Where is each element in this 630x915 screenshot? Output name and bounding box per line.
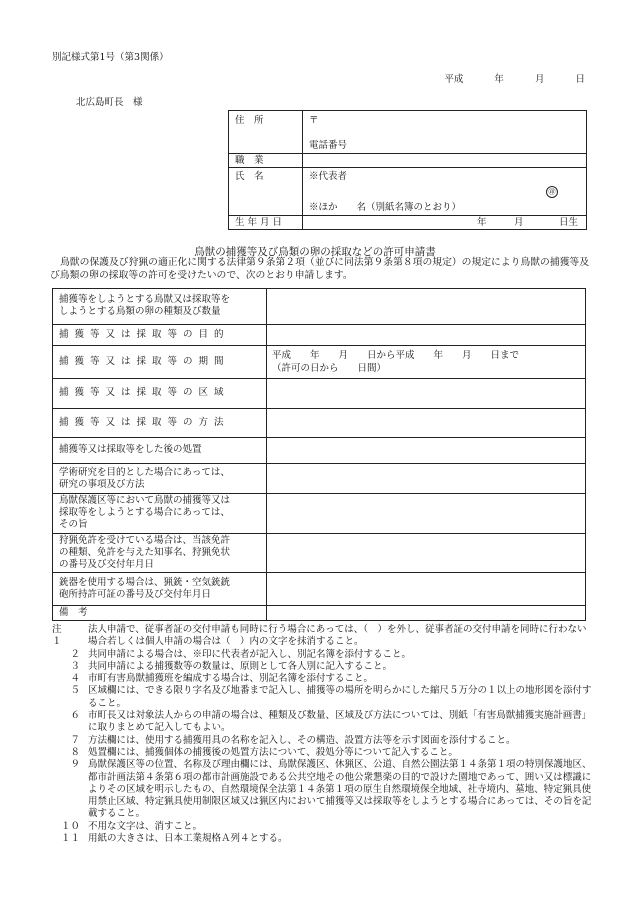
birth-month: 月 bbox=[514, 217, 524, 228]
row-license-label: 狩猟免許を受けている場合は、当該免許 の種類、免許を与えた知事名、狩猟免状 の番号及び交付年月日 bbox=[59, 535, 231, 570]
birth-label: 生年月日 bbox=[235, 217, 286, 228]
note-item: ９ 鳥獣保護区等の位置、名称及び理由欄には、鳥獣保護区、休猟区、公道、自然公園法第１４条第１項の特別保護地区、都市計画法第４条第６項の都市計画施設である公共空地その他公衆懇楽の目的で設けた園地であって、囲い又は標識によりその区域を明示したもの、自然環境保全法第１４条第１項の原生自然環境保全地域、社寺境内、墓地、特定猟具使用禁止区域、特定猟具使用制限区域又は猟区内において捕獲等又は採取等をしようとする場合にあっては、その旨を記載すること。 bbox=[70, 759, 592, 820]
note-item: ８ 処置欄には、捕獲個体の捕獲後の処置方法について、殺処分等について記入すること。 bbox=[70, 746, 458, 758]
address-field[interactable]: 〒 bbox=[309, 115, 319, 126]
row-area-label: 捕獲等又は採取等の区域 bbox=[59, 387, 230, 398]
document-title: 鳥獣の捕獲等及び鳥類の卵の採取などの許可申請書 bbox=[194, 246, 436, 258]
date-month: 月 bbox=[534, 74, 545, 85]
row-method-label: 捕獲等又は採取等の方法 bbox=[59, 417, 230, 428]
row-period-label: 捕獲等又は採取等の期間 bbox=[59, 356, 230, 367]
date-day: 日 bbox=[575, 74, 585, 85]
notes-section bbox=[52, 624, 592, 845]
note-item: ６ 市町長又は対象法人からの申請の場合は、種類及び数量、区域及び方法については、別紙「有害鳥獣捕獲実施計画書」に取りまとめて記入してもよい。 bbox=[70, 710, 592, 734]
form-label: 別記様式第1号（第3関係） bbox=[52, 52, 169, 63]
date-era: 平成 bbox=[444, 74, 464, 85]
note-item: ２ 共同申請による場合は、※印に代表者が記入し、別記名簿を添付すること。 bbox=[70, 648, 412, 660]
note-item: ４ 市町有害鳥獣捕獲班を編成する場合は、別記名簿を添付すること。 bbox=[70, 673, 374, 685]
addressee: 北広島町長 様 bbox=[76, 97, 143, 108]
note-item: １０ 不用な文字は、消すこと。 bbox=[60, 820, 203, 832]
date-year: 年 bbox=[494, 74, 504, 85]
row-research-label: 学術研究を目的とした場合にあっては、 研究の事項及び方法 bbox=[59, 467, 230, 490]
row-species-label: 捕獲等をしようとする鳥獣又は採取等を しようとする鳥類の卵の種類及び数量 bbox=[59, 294, 231, 317]
seal-icon: ㊞ bbox=[546, 186, 558, 198]
name-label: 氏 名 bbox=[235, 171, 264, 182]
intro-text: 鳥獣の保護及び狩猟の適正化に関する法律第９条第２項（並びに同法第９条第８項の規定）の規定により鳥獣の捕獲等及び鳥類の卵の採取等の許可を受けたいので、次のとおり申請します。 bbox=[50, 257, 590, 281]
occupation-label: 職 業 bbox=[235, 155, 264, 166]
period-field[interactable]: 平成 年 月 日から平成 年 月 日まで bbox=[272, 350, 520, 361]
address-label: 住 所 bbox=[235, 115, 264, 126]
row-disposal-label: 捕獲等又は採取等をした後の処置 bbox=[59, 444, 202, 455]
representative-field[interactable]: ※代表者 bbox=[309, 171, 348, 182]
phone-label: 電話番号 bbox=[309, 140, 348, 151]
birth-day: 日生 bbox=[559, 217, 579, 228]
application-table bbox=[52, 288, 586, 621]
row-remarks-label: 備 考 bbox=[59, 607, 88, 618]
applicant-box bbox=[228, 110, 587, 230]
period-days[interactable]: （許可の日から 日間） bbox=[272, 363, 387, 374]
note-item: 注 １ 法人申請で、従事者証の交付申請も同時に行う場合にあっては、（ ）を外し、従事者証の交付申請を同時に行わない場合若しくは個人申請の場合は（ ）内の文字を抹消すること。 bbox=[52, 624, 587, 648]
row-firearm-label: 銃器を使用する場合は、猟銃・空気銃銃 砲所持許可証の番号及び交付年月日 bbox=[59, 577, 231, 600]
row-purpose-label: 捕獲等又は採取等の目的 bbox=[59, 329, 230, 340]
note-item: １１ 用紙の大きさは、日本工業規格Ａ列４とする。 bbox=[60, 833, 288, 845]
note-item: ５ 区域欄には、できる限り字名及び地番まで記入し、捕獲等の場所を明らかにした縮尺５万分の１以上の地形図を添付すること。 bbox=[70, 685, 592, 709]
date-line bbox=[444, 74, 585, 86]
note-item: ７ 方法欄には、使用する捕獲用具の名称を記入し、その構造、設置方法等を示す図面を添付すること。 bbox=[70, 734, 516, 746]
note-item: ３ 共同申請による捕獲数等の数量は、原則として各人別に記入すること。 bbox=[70, 660, 393, 672]
birth-year: 年 bbox=[477, 217, 487, 228]
row-protected-area-label: 鳥獣保護区等において鳥獣の捕獲等又は 採取等をしようとする場合にあっては、 その旨 bbox=[59, 495, 231, 530]
others-field[interactable]: ※ほか 名（別紙名簿のとおり） bbox=[309, 202, 462, 213]
